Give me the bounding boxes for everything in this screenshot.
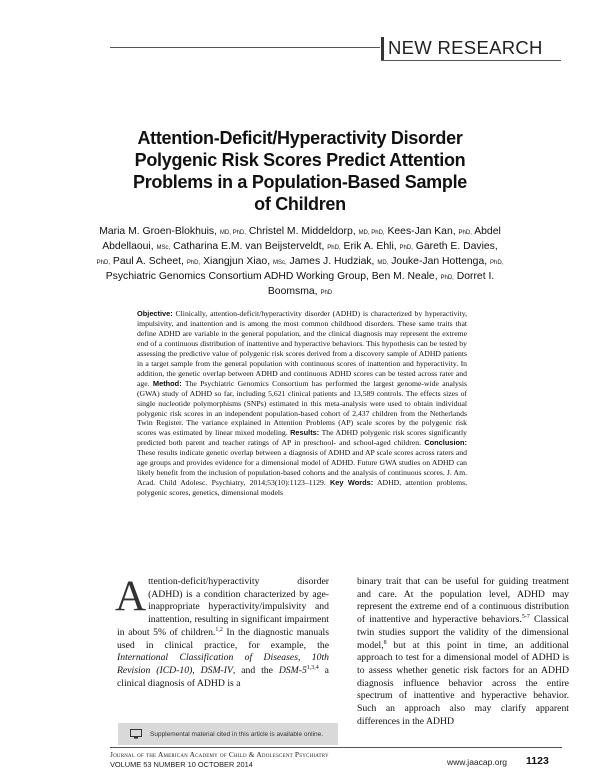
monitor-icon [130, 729, 142, 739]
author-group: Psychiatric Genomics Consortium ADHD Working Group, [105, 271, 369, 282]
abstract-heading-objective: Objective: [137, 309, 173, 318]
abstract-keywords: ADHD, attention problems, polygenic scores, genetics, dimensional models [137, 478, 467, 498]
author-name: Abdel Abdellaoui, [102, 226, 501, 252]
body-text: ttention-deficit/hyperactivity disorder (ADHD) is a condition characterized by age-inappropriate hyperactivity/impulsivity and inattention, resulting in significant impairment in about 5% of children. [117, 576, 329, 638]
author-name: Catharina E.M. van Beijsterveldt, [173, 241, 325, 252]
author-degree: MD, PhD, [219, 230, 246, 236]
author-name: Christel M. Middeldorp, [248, 226, 356, 237]
abstract-heading-results: Results: [290, 428, 320, 438]
header-underline [381, 60, 561, 61]
author-name: Jouke-Jan Hottenga, [391, 256, 488, 267]
abstract [137, 309, 467, 498]
body-text: Classical twin studies support the validity of the dimensional model, [357, 614, 569, 651]
author-name: Erik A. Ehli, [343, 241, 397, 252]
author-degree: MD, PhD, [358, 230, 385, 236]
footer-url[interactable]: www.jaacap.org [447, 757, 508, 767]
abstract-results: The ADHD polygenic risk scores significantly predicted both parent and teacher ratings of AP in preschool- and school-aged children. [137, 428, 467, 448]
author-degree: PhD, [490, 260, 504, 266]
page-number: 1123 [526, 755, 549, 767]
author-degree: PhD, [399, 245, 413, 251]
author-degree: PhD, [458, 230, 472, 236]
author-name: Ben M. Neale, [371, 271, 438, 282]
author-degree: MSc, [156, 245, 171, 251]
body-text: , and the [232, 664, 279, 676]
drop-cap: A [115, 573, 147, 620]
abstract-heading-conclusion: Conclusion: [424, 438, 468, 448]
header-bar [381, 37, 384, 61]
body-column-right [357, 576, 569, 728]
body-text: In the diagnostic manuals used in clinical practice, for example, the [117, 626, 329, 651]
author-name: Dorret I. Boomsma, [267, 271, 495, 297]
supplemental-text: Supplemental material cited in this article is available online. [150, 730, 324, 738]
author-degree: MD, [377, 260, 389, 266]
title-line: Problems in a Population-Based Sample [133, 172, 467, 192]
footer-journal: Journal of the American Academy of Child & Adolescent Psychiatry [110, 750, 329, 759]
author-degree: PhD, [440, 275, 454, 281]
author-degree: PhD, [186, 260, 201, 266]
abstract-objective: Clinically, attention-deficit/hyperactivity disorder (ADHD) is characterized by hyperactivity, impulsivity, and inattention and is among the most common childhood disorders. These same traits that define ADHD are variable in the general population, and the clinical diagnosis may represent the extreme end of a continuous distribution of inattentive and hyperactive behaviors. This hypothesis can be tested by assessing the predictive value of polygenic risk scores derived from a discovery sample of ADHD patients in a target sample from the general population with continuous scores of inattention and hyperactivity. In addition, the genetic overlap between ADHD and continuous ADHD scores can be tested across rater and age. [137, 309, 467, 388]
abstract-conclusion: These results indicate genetic overlap between a diagnosis of ADHD and AP scale scores across raters and age groups and provides evidence for a dimensional model of ADHD. Future GWA studies on ADHD can likely benefit from the inclusion of population-based cohorts and the analysis of continuous scores. J. Am. Acad. Child Adolesc. Psychiatry, 2014;53(10):1123–1129. [137, 448, 467, 488]
body-text: a clinical diagnosis of ADHD is a [117, 664, 329, 689]
footer-volume: VOLUME 53 NUMBER 10 OCTOBER 2014 [110, 760, 253, 769]
body-column-left [115, 573, 329, 690]
citation-ref[interactable]: 1,2 [215, 626, 223, 633]
footer-rule [110, 747, 562, 748]
author-degree: PhD, [96, 260, 110, 266]
body-text: binary trait that can be useful for guiding treatment and care. At the population level, ADHD may represent the extreme end of a continuous distribution of inattentive and hyperactive behaviors. [357, 576, 569, 626]
title-line: Polygenic Risk Scores Predict Attention [134, 150, 466, 170]
title-line: Attention-Deficit/Hyperactivity Disorder [137, 128, 463, 148]
author-degree: MSc, [272, 260, 287, 266]
supplemental-note [118, 723, 338, 745]
body-italic: DSM-IV [200, 664, 233, 676]
title-line: of Children [254, 194, 346, 214]
citation-ref[interactable]: 8 [383, 639, 387, 646]
author-name: Maria M. Groen-Blokhuis, [99, 226, 218, 237]
abstract-heading-method: Method: [152, 378, 182, 388]
author-degree: PhD [320, 290, 333, 296]
citation-ref[interactable]: 1,3,4 [306, 664, 319, 671]
author-name: Gareth E. Davies, [415, 241, 498, 252]
body-italic: International Classification of Diseases, 10th Revision (ICD-10) [117, 652, 329, 676]
author-name: Xiangjun Xiao, [203, 256, 271, 267]
body-italic: DSM-5 [278, 664, 307, 676]
author-degree: PhD, [327, 245, 341, 251]
author-list [95, 225, 505, 300]
body-text: , [192, 664, 201, 676]
abstract-heading-keywords: Key Words: [329, 478, 374, 488]
author-name: James J. Hudziak, [289, 256, 375, 267]
article-title [100, 127, 500, 215]
citation-ref[interactable]: 5-7 [521, 613, 530, 620]
body-text: but at this point in time, an additional approach to test for a dimensional model of ADHD is to assess whether genetic risk factors for an ADHD diagnosis influence behavior across the entire spectrum of inattentive and hyperactive behavior. Such an approach also may clarify apparent differences in the ADHD [357, 639, 569, 727]
abstract-method: The Psychiatric Genomics Consortium has performed the largest genome-wide analysis (GWA) study of ADHD so far, including 5,621 clinical patients and 13,589 controls. The effects sizes of single nucleotide polymorphisms (SNPs) estimated in this meta-analysis were used to obtain individual polygenic risk scores in an independent population-based cohort of 2,437 children from the Netherlands Twin Register. The variance explained in Attention Problems (AP) scale scores by the polygenic risk scores was estimated by linear mixed modeling. [137, 378, 467, 438]
author-name: Kees-Jan Kan, [387, 226, 456, 237]
section-label: NEW RESEARCH [388, 37, 543, 58]
author-name: Paul A. Scheet, [112, 256, 184, 267]
header-rule [110, 47, 380, 48]
